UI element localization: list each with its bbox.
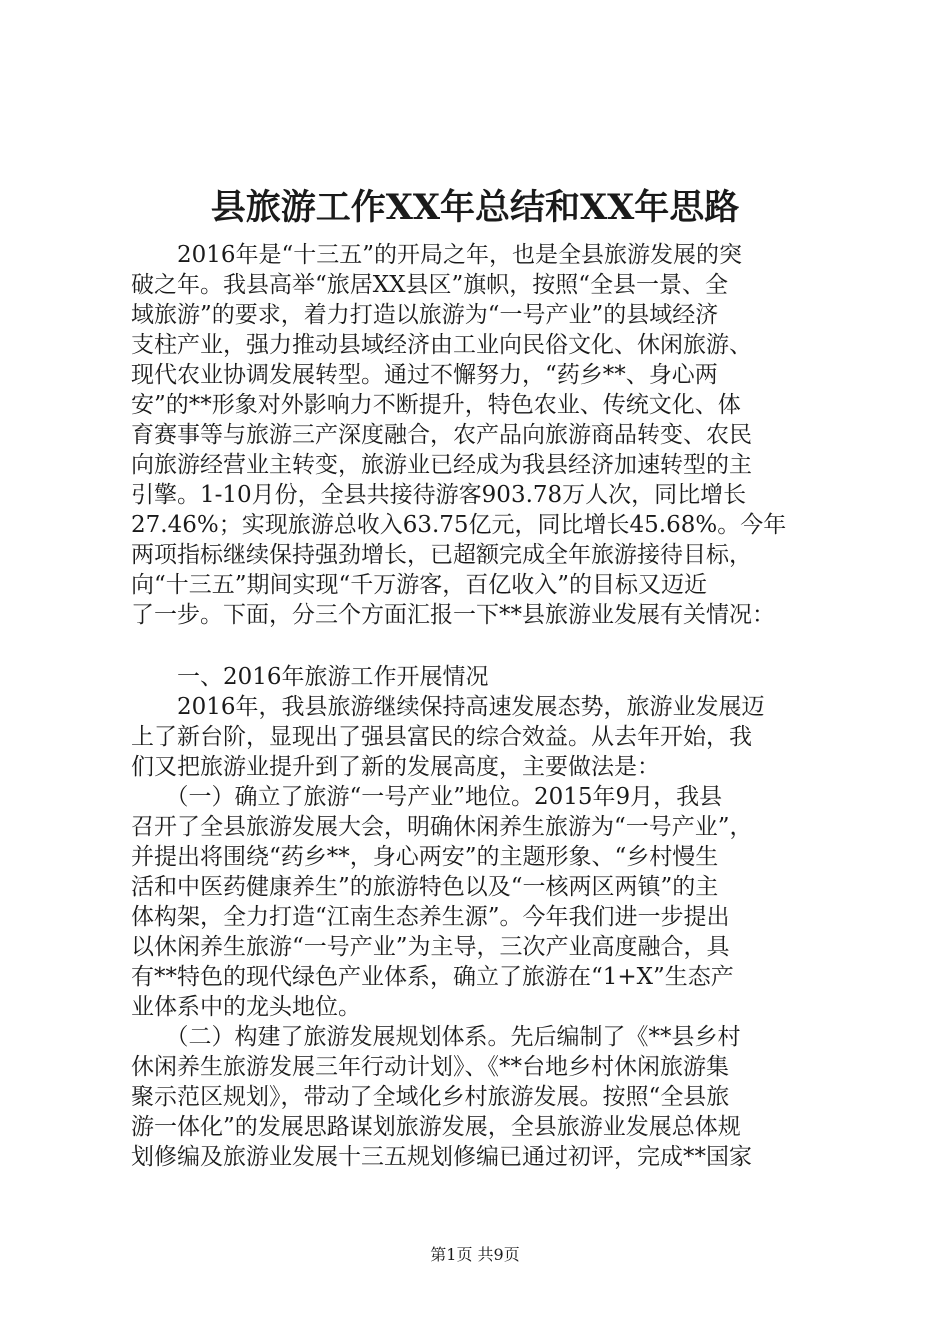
text-line: 两项指标继续保持强劲增长，已超额完成全年旅游接待目标，	[131, 542, 752, 568]
text-line: 划修编及旅游业发展十三五规划修编已通过初评，完成**国家	[131, 1144, 752, 1170]
text-line: 们又把旅游业提升到了新的发展高度，主要做法是：	[131, 754, 660, 780]
text-line: 现代农业协调发展转型。通过不懈努力，“药乡**、身心两	[131, 362, 718, 388]
text-line: 并提出将围绕“药乡**，身心两安”的主题形象、“乡村慢生	[131, 844, 719, 870]
text-line: 支柱产业，强力推动县域经济由工业向民俗文化、休闲旅游、	[131, 332, 752, 358]
page-footer: 第1页 共9页	[430, 1245, 520, 1264]
text-line: 向“十三五”期间实现“千万游客，百亿收入”的目标又迈近	[131, 572, 708, 598]
text-line: （二）构建了旅游发展规划体系。先后编制了《**县乡村	[131, 1024, 741, 1050]
text-line: 向旅游经营业主转变，旅游业已经成为我县经济加速转型的主	[131, 452, 752, 478]
intro-paragraph	[131, 240, 831, 630]
text-line: 2016年是“十三五”的开局之年，也是全县旅游发展的突	[131, 242, 743, 268]
text-line: 有**特色的现代绿色产业体系，确立了旅游在“1+X”生态产	[131, 964, 734, 990]
text-line: 破之年。我县高举“旅居XX县区”旗帜，按照“全县一景、全	[131, 272, 729, 298]
text-line: 召开了全县旅游发展大会，明确休闲养生旅游为“一号产业”，	[131, 814, 753, 840]
text-line: 育赛事等与旅游三产深度融合，农产品向旅游商品转变、农民	[131, 422, 752, 448]
text-line: 聚示范区规划》，带动了全域化乡村旅游发展。按照“全县旅	[131, 1084, 730, 1110]
text-line: 安”的**形象对外影响力不断提升，特色农业、传统文化、体	[131, 392, 741, 418]
document-title: 县旅游工作XX年总结和XX年思路	[210, 187, 740, 228]
text-line: 引擎。1-10月份，全县共接待游客903.78万人次，同比增长	[131, 482, 747, 508]
text-line: 以休闲养生旅游“一号产业”为主导，三次产业高度融合，具	[131, 934, 730, 960]
text-line: 2016年，我县旅游继续保持高速发展态势，旅游业发展迈	[131, 694, 765, 720]
text-line: 27.46%；实现旅游总收入63.75亿元，同比增长45.68%。今年	[131, 512, 787, 538]
text-line: 活和中医药健康养生”的旅游特色以及“一核两区两镇”的主	[131, 874, 719, 900]
text-line: 体构架，全力打造“江南生态养生源”。今年我们进一步提出	[131, 904, 730, 930]
text-line: 游一体化”的发展思路谋划旅游发展，全县旅游业发展总体规	[131, 1114, 741, 1140]
section-heading-text: 一、2016年旅游工作开展情况	[131, 664, 489, 690]
text-line: 域旅游”的要求，着力打造以旅游为“一号产业”的县域经济	[131, 302, 719, 328]
text-line: （一）确立了旅游“一号产业”地位。2015年9月，我县	[131, 784, 723, 810]
text-line: 业体系中的龙头地位。	[131, 994, 361, 1020]
text-line: 休闲养生旅游发展三年行动计划》、《**台地乡村休闲旅游集	[131, 1054, 729, 1080]
section-heading	[131, 662, 831, 692]
text-line: 上了新台阶，显现出了强县富民的综合效益。从去年开始，我	[131, 724, 752, 750]
section-body	[131, 692, 831, 1172]
text-line: 了一步。下面，分三个方面汇报一下**县旅游业发展有关情况：	[131, 602, 775, 628]
